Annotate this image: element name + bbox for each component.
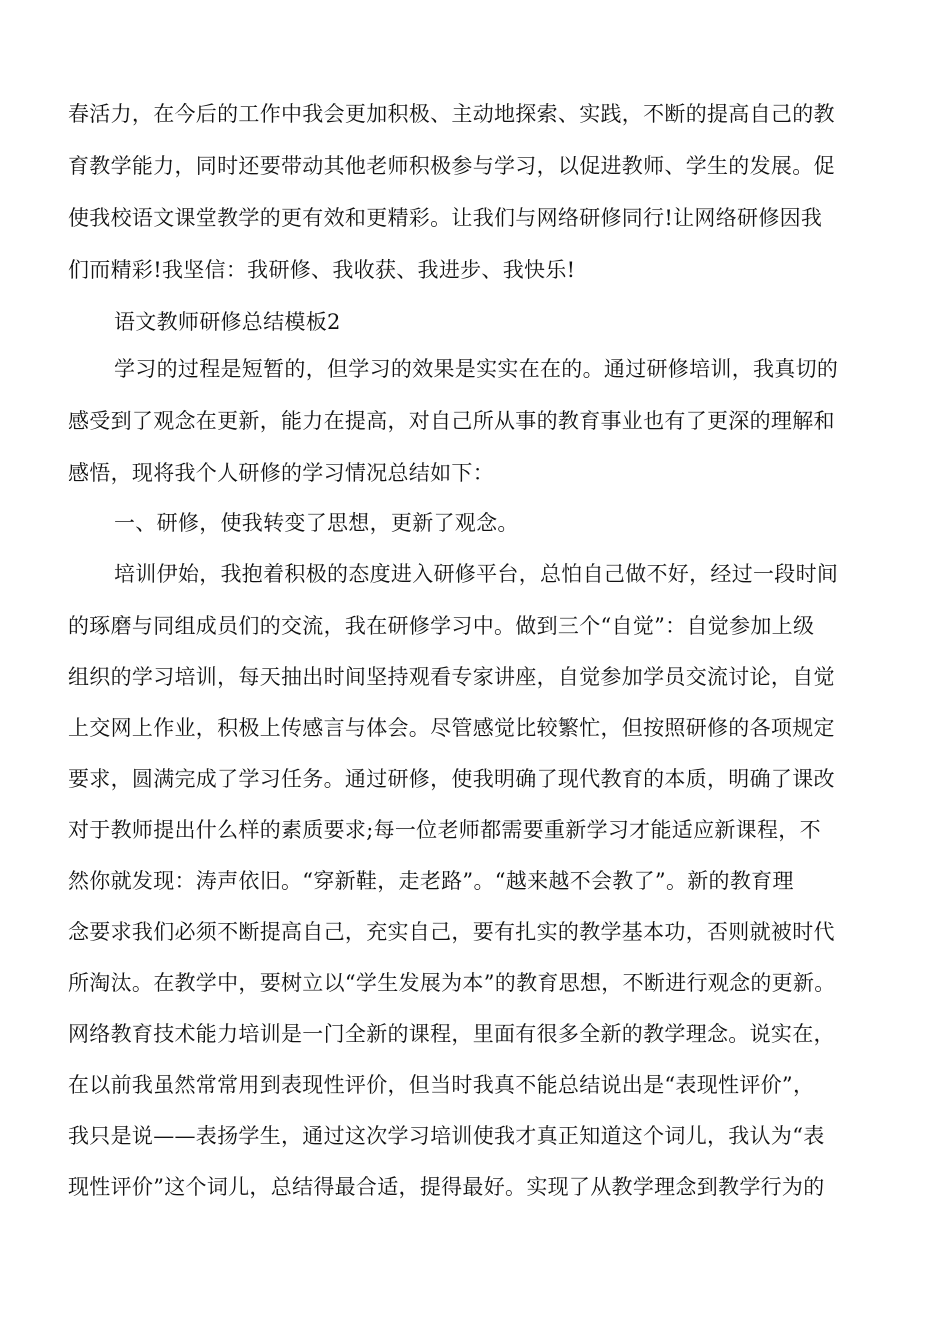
text-line: 感受到了观念在更新，能力在提高，对自己所从事的教育事业也有了更深的理解和 [68, 409, 835, 433]
text-line: 学习的过程是短暂的，但学习的效果是实实在在的。通过研修培训，我真切的 [114, 357, 839, 381]
text-line: 上交网上作业，积极上传感言与体会。尽管感觉比较繁忙，但按照研修的各项规定 [68, 716, 835, 740]
text-line: 要求，圆满完成了学习任务。通过研修，使我明确了现代教育的本质，明确了课改 [68, 767, 835, 791]
text-line: 念要求我们必须不断提高自己，充实自己，要有扎实的教学基本功，否则就被时代 [68, 920, 835, 944]
text-line: 组织的学习培训，每天抽出时间坚持观看专家讲座，自觉参加学员交流讨论，自觉 [68, 665, 835, 689]
text-line: 的琢磨与同组成员们的交流，我在研修学习中。做到三个“自觉”：自觉参加上级 [68, 614, 815, 638]
subsection-heading: 一、研修，使我转变了思想，更新了观念。 [114, 511, 519, 535]
text-line: 现性评价”这个词儿，总结得最合适，提得最好。实现了从教学理念到教学行为的 [68, 1175, 825, 1199]
text-line: 在以前我虽然常常用到表现性评价，但当时我真不能总结说出是“表现性评价”， [68, 1073, 815, 1097]
text-line: 培训伊始，我抱着积极的态度进入研修平台，总怕自己做不好，经过一段时间 [114, 562, 839, 586]
text-line: 所淘汰。在教学中，要树立以“学生发展为本”的教育思想，不断进行观念的更新。 [68, 971, 836, 995]
text-line: 感悟，现将我个人研修的学习情况总结如下： [68, 461, 494, 485]
text-line: 使我校语文课堂教学的更有效和更精彩。让我们与网络研修同行!让网络研修因我 [68, 206, 823, 230]
text-line: 春活力，在今后的工作中我会更加积极、主动地探索、实践，不断的提高自己的教 [68, 102, 835, 126]
section-heading: 语文教师研修总结模板2 [114, 310, 341, 334]
text-line: 育教学能力，同时还要带动其他老师积极参与学习，以促进教师、学生的发展。促 [68, 154, 835, 178]
text-line: 然你就发现：涛声依旧。“穿新鞋，走老路”。“越来越不会教了”。新的教育理 [68, 869, 794, 893]
text-line: 们而精彩!我坚信：我研修、我收获、我进步、我快乐! [68, 258, 576, 282]
text-line: 网络教育技术能力培训是一门全新的课程，里面有很多全新的教学理念。说实在， [68, 1022, 835, 1046]
text-line: 对于教师提出什么样的素质要求;每一位老师都需要重新学习才能适应新课程，不 [68, 818, 821, 842]
text-line: 我只是说——表扬学生，通过这次学习培训使我才真正知道这个词儿，我认为“表 [68, 1124, 825, 1148]
